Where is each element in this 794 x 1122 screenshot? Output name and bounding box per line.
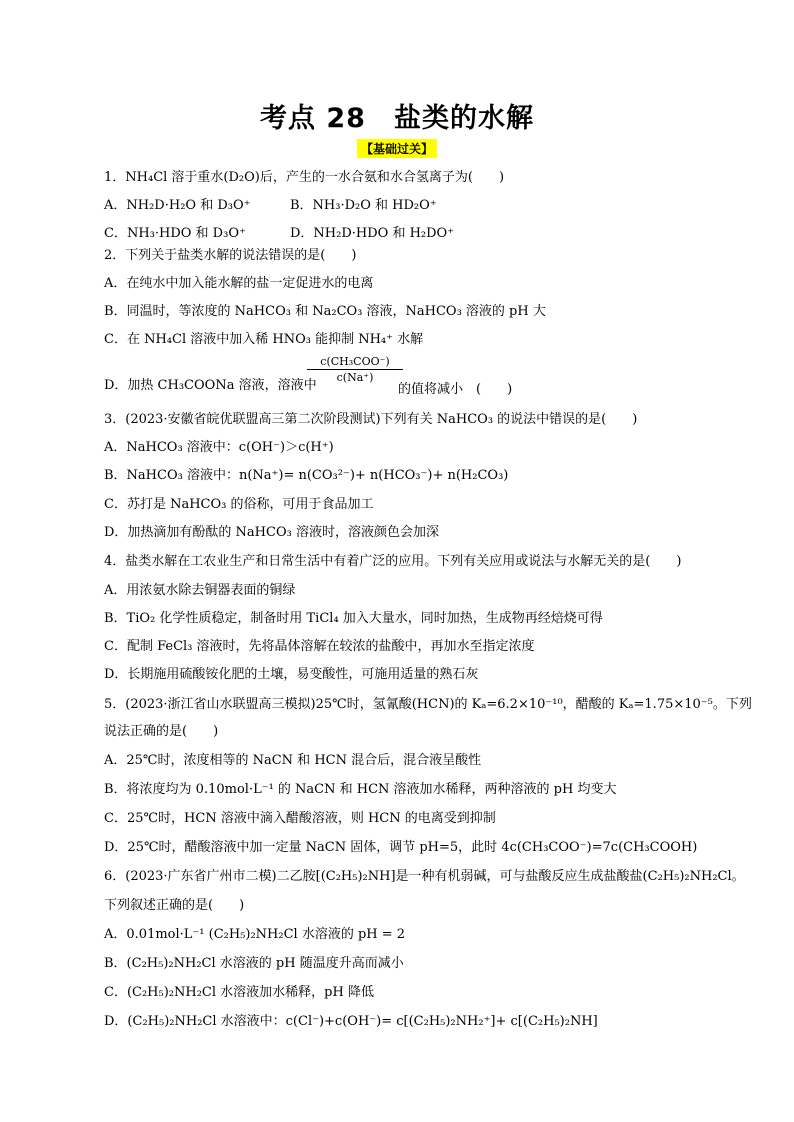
q1-option-a: A．NH₂D·H₂O 和 D₃O⁺ <box>104 198 251 213</box>
q1-option-d: D．NH₂D·HDO 和 H₂DO⁺ <box>290 226 455 241</box>
q3-option-c: C．苏打是 NaHCO₃ 的俗称，可用于食品加工 <box>104 497 374 512</box>
q2-option-b: B．同温时，等浓度的 NaHCO₃ 和 Na₂CO₃ 溶液，NaHCO₃ 溶液的 pH 大 <box>104 304 546 319</box>
q3-option-a: A．NaHCO₃ 溶液中：c(OH⁻)＞c(H⁺) <box>104 440 334 455</box>
q2-stem: 2．下列关于盐类水解的说法错误的是( ) <box>104 248 357 263</box>
section-tag-wrap <box>0 138 794 158</box>
q5-stem-line2: 说法正确的是( ) <box>104 724 219 739</box>
q2-option-c: C．在 NH₄Cl 溶液中加入稀 HNO₃ 能抑制 NH₄⁺ 水解 <box>104 332 424 347</box>
q5-option-c: C．25℃时，HCN 溶液中滴入醋酸溶液，则 HCN 的电离受到抑制 <box>104 811 496 826</box>
q4-option-d: D．长期施用硫酸铵化肥的土壤，易变酸性，可施用适量的熟石灰 <box>104 667 479 682</box>
section-tag: 【基础过关】 <box>357 139 437 158</box>
q3-stem: 3．(2023·安徽省皖优联盟高三第二次阶段测试)下列有关 NaHCO₃ 的说法中错误的是( ) <box>104 412 638 427</box>
q1-stem: 1．NH₄Cl 溶于重水(D₂O)后，产生的一水合氨和水合氢离子为( ) <box>104 170 505 185</box>
q2-fraction-denominator: c(Na⁺) <box>336 371 374 384</box>
q2-fraction-numerator: c(CH₃COO⁻) <box>307 355 403 370</box>
q4-option-b: B．TiO₂ 化学性质稳定，制备时用 TiCl₄ 加入大量水，同时加热，生成物再经焙烧可得 <box>104 611 603 626</box>
q2-option-a: A．在纯水中加入能水解的盐一定促进水的电离 <box>104 276 374 291</box>
q6-option-b: B．(C₂H₅)₂NH₂Cl 水溶液的 pH 随温度升高而减小 <box>104 956 404 971</box>
q2-option-d-prefix: D．加热 CH₃COONa 溶液，溶液中 <box>104 378 317 393</box>
q4-option-a: A．用浓氨水除去铜器表面的铜绿 <box>104 583 296 598</box>
q2-option-d-suffix: 的值将减小 ( ) <box>398 382 513 397</box>
q5-option-d: D．25℃时，醋酸溶液中加一定量 NaCN 固体，调节 pH=5，此时 4c(CH₃COO⁻)=7c(CH₃COOH) <box>104 840 698 855</box>
q4-option-c: C．配制 FeCl₃ 溶液时，先将晶体溶解在较浓的盐酸中，再加水至指定浓度 <box>104 639 535 654</box>
q3-option-d: D．加热滴加有酚酞的 NaHCO₃ 溶液时，溶液颜色会加深 <box>104 525 439 540</box>
q6-stem-line2: 下列叙述正确的是( ) <box>104 898 245 913</box>
q6-option-a: A．0.01mol·L⁻¹ (C₂H₅)₂NH₂Cl 水溶液的 pH = 2 <box>104 927 406 942</box>
q5-option-a: A．25℃时，浓度相等的 NaCN 和 HCN 混合后，混合液呈酸性 <box>104 753 482 768</box>
q1-option-c: C．NH₃·HDO 和 D₃O⁺ <box>104 226 246 241</box>
page-title: 考点 28 盐类的水解 <box>260 103 534 134</box>
q2-fraction <box>307 355 403 384</box>
q6-option-c: C．(C₂H₅)₂NH₂Cl 水溶液加水稀释，pH 降低 <box>104 985 374 1000</box>
q6-stem-line1: 6．(2023·广东省广州市二模)二乙胺[(C₂H₅)₂NH]是一种有机弱碱，可与盐酸反应生成盐酸盐(C₂H₅)₂NH₂Cl。 <box>104 869 745 884</box>
q5-option-b: B．将浓度均为 0.10mol·L⁻¹ 的 NaCN 和 HCN 溶液加水稀释，两种溶液的 pH 均变大 <box>104 782 617 797</box>
q1-option-b: B．NH₃·D₂O 和 HD₂O⁺ <box>290 198 437 213</box>
q4-stem: 4．盐类水解在工农业生产和日常生活中有着广泛的应用。下列有关应用或说法与水解无关的是( ) <box>104 554 682 569</box>
q5-stem-line1: 5．(2023·浙江省山水联盟高三模拟)25℃时，氢氰酸(HCN)的 Kₐ=6.2×10⁻¹⁰，醋酸的 Kₐ=1.75×10⁻⁵。下列 <box>104 697 752 712</box>
q3-option-b: B．NaHCO₃ 溶液中：n(Na⁺)= n(CO₃²⁻)+ n(HCO₃⁻)+ n(H₂CO₃) <box>104 468 509 483</box>
q6-option-d: D．(C₂H₅)₂NH₂Cl 水溶液中：c(Cl⁻)+c(OH⁻)= c[(C₂H₅)₂NH₂⁺]+ c[(C₂H₅)₂NH] <box>104 1014 598 1029</box>
